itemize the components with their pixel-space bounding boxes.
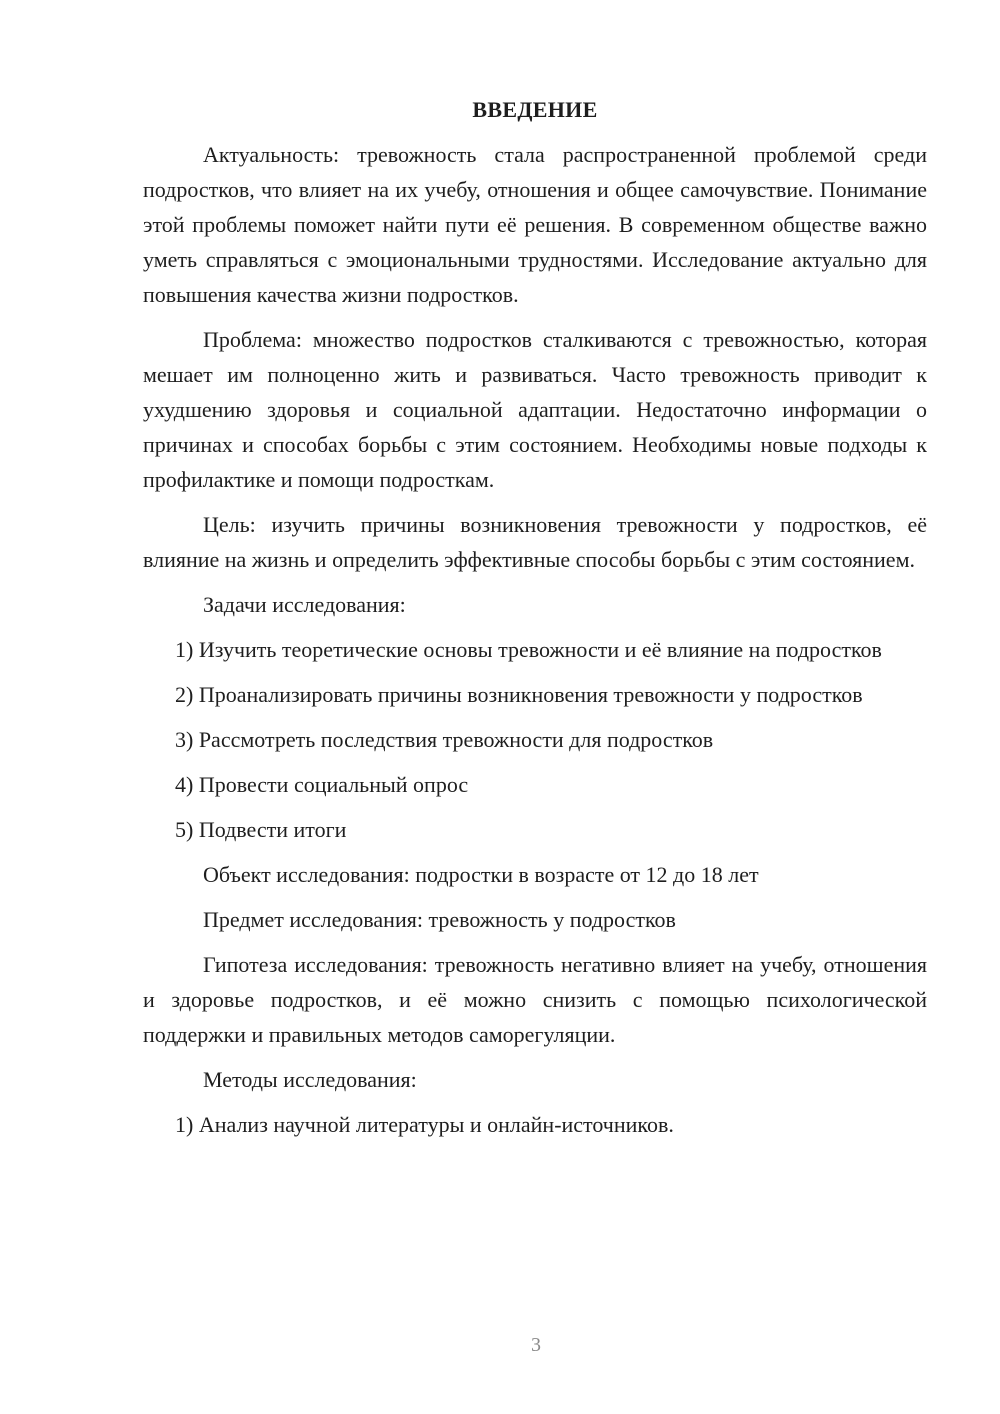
methods-heading: Методы исследования: <box>203 1067 417 1092</box>
document-page <box>143 95 927 1152</box>
object-line: Объект исследования: подростки в возрасте от 12 до 18 лет <box>203 862 759 887</box>
task-item: 4) Провести социальный опрос <box>175 772 469 797</box>
task-item: 1) Изучить теоретические основы тревожности и её влияние на подростков <box>175 637 882 662</box>
relevance-paragraph: Актуальность: тревожность стала распространенной проблемой среди подростков, что влияет на их учебу, отношения и общее самочувствие. Понимание этой проблемы поможет найти пути её решения. В современном обществе важно уметь справляться с эмоциональными трудностями. Исследование актуально для повышения качества жизни подростков. <box>143 142 927 307</box>
task-item: 5) Подвести итоги <box>175 817 347 842</box>
hypothesis-paragraph: Гипотеза исследования: тревожность негативно влияет на учебу, отношения и здоровье подростков, и её можно снизить с помощью психологической поддержки и правильных методов саморегуляции. <box>143 952 927 1047</box>
task-item: 2) Проанализировать причины возникновения тревожности у подростков <box>175 682 863 707</box>
goal-paragraph: Цель: изучить причины возникновения тревожности у подростков, её влияние на жизнь и определить эффективные способы борьбы с этим состоянием. <box>143 512 927 572</box>
page-number: 3 <box>531 1334 541 1356</box>
method-item: 1) Анализ научной литературы и онлайн-источников. <box>175 1112 674 1137</box>
section-title: ВВЕДЕНИЕ <box>472 97 598 122</box>
subject-line: Предмет исследования: тревожность у подростков <box>203 907 676 932</box>
problem-paragraph: Проблема: множество подростков сталкиваются с тревожностью, которая мешает им полноценно жить и развиваться. Часто тревожность приводит к ухудшению здоровья и социальной адаптации. Недостаточно информации о причинах и способах борьбы с этим состоянием. Необходимы новые подходы к профилактике и помощи подросткам. <box>143 327 927 492</box>
tasks-heading: Задачи исследования: <box>203 592 406 617</box>
task-item: 3) Рассмотреть последствия тревожности для подростков <box>175 727 714 752</box>
